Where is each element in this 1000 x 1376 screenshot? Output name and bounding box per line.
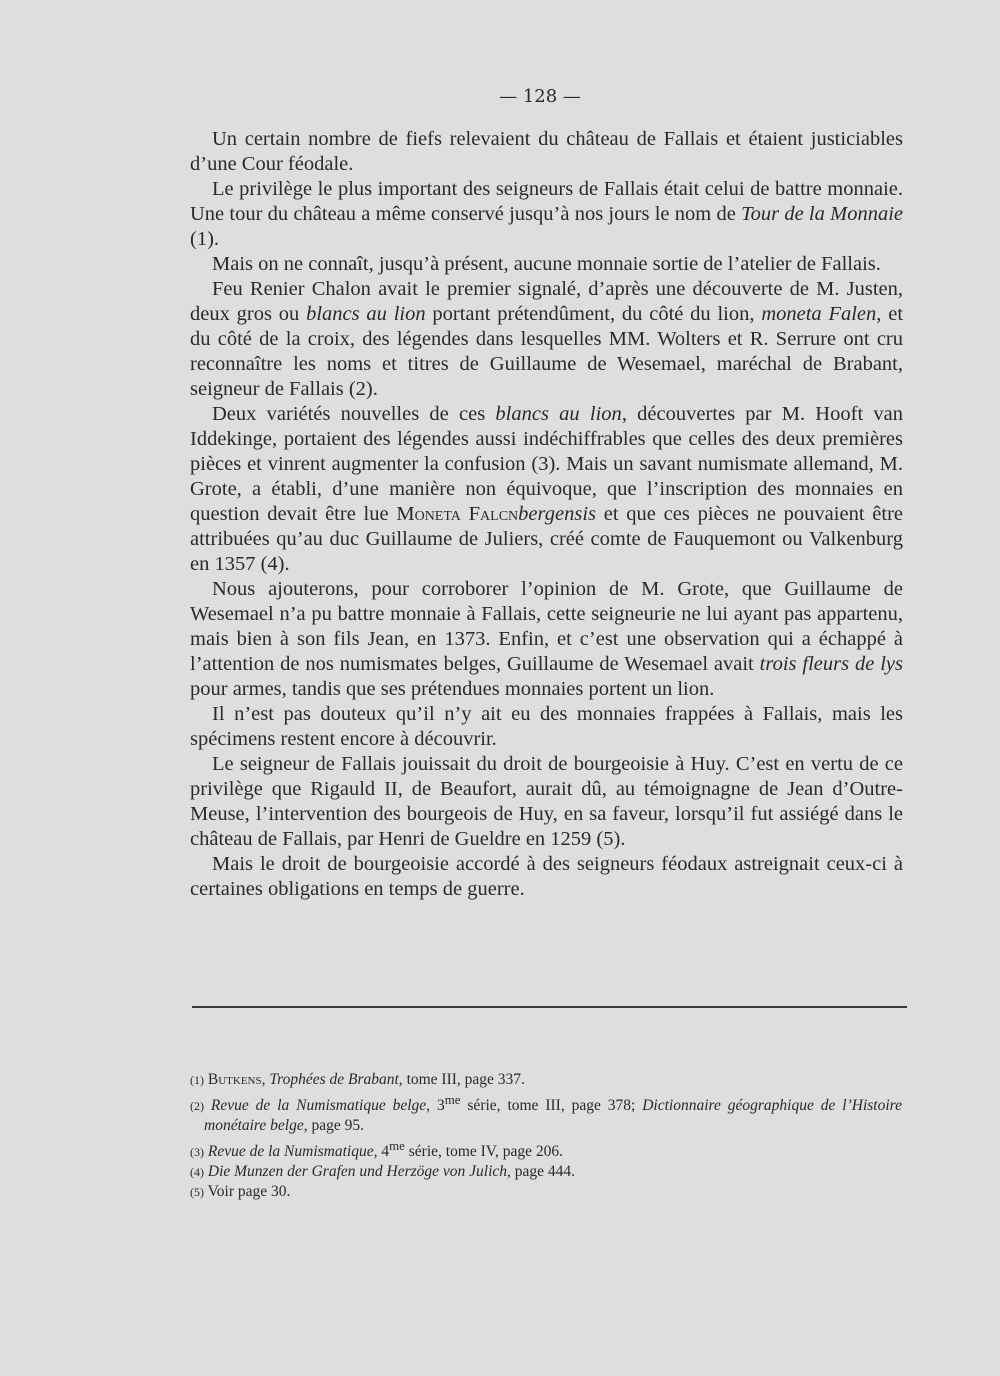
superscript: me <box>444 1092 461 1107</box>
italic-text: Die Munzen der Grafen und Herzöge von Julich, <box>207 1163 511 1181</box>
paragraph-text: Le privilège le plus important des seigneurs de Fallais était celui de battre monnaie. Une tour du château a même conservé jusqu’à nos jours le nom de <box>190 178 903 225</box>
footnote <box>190 1136 902 1162</box>
footnote <box>190 1090 902 1136</box>
paragraph-text: , découvertes par M. Hooft van Iddekinge, portaient des légendes aussi indéchiffrables que celles des deux premières pièces et vinrent augmenter la confusion (3). Mais un savant numismate allemand, M. Grote, a établi, d’une manière non équivoque, que l’inscription des monnaies en question devait être lue <box>190 403 903 525</box>
footnote-text: 4 <box>377 1143 390 1161</box>
italic-text: Tour de la Monnaie <box>741 203 903 225</box>
footnote-text: tome III, page 337. <box>402 1071 525 1088</box>
paragraph-text: Mais le droit de bourgeoisie accordé à des seigneurs féodaux astreignait ceux-ci à certaines obligations en temps de guerre. <box>190 853 903 900</box>
italic-text: Dictionnaire géographique de l’Histoire monétaire belge, <box>204 1097 903 1135</box>
footnote-marker: (3) <box>190 1145 204 1160</box>
superscript: me <box>389 1138 405 1154</box>
italic-text: bergensis <box>518 503 596 525</box>
italic-text: Trophées de Brabant, <box>269 1071 403 1088</box>
footnote-divider <box>192 1006 907 1008</box>
paragraph-text: et que ces pièces ne pouvaient être attribuées qu’au duc Guillaume de Juliers, créé comte de Fauquemont ou Valkenburg en 1357 (4). <box>190 503 903 575</box>
italic-text: Revue de la Numismatique belge, <box>210 1097 431 1115</box>
italic-text: blancs au lion <box>306 303 426 325</box>
footnote-text: Voir page 30. <box>204 1183 291 1201</box>
paragraph-text: , et du côté de la croix, des légendes dans lesquelles MM. Wolters et R. Serrure ont cru reconnaître les noms et titres de Guillaume de Wesemael, maréchal de Brabant, seigneur de Fallais (2). <box>190 303 904 400</box>
paragraph-text: Deux variétés nouvelles de ces <box>212 403 496 425</box>
paragraph <box>190 702 903 752</box>
footnote-text: , <box>261 1071 270 1088</box>
paragraph <box>190 577 903 702</box>
small-caps-text: Butkens <box>207 1071 262 1088</box>
paragraph-text: Nous ajouterons, pour corroborer l’opinion de M. Grote, que Guillaume de Wesemael n’a pu battre monnaie à Fallais, cette seigneurie ne lui ayant pas appartenu, mais bien à son fils Jean, en 1373. Enfin, et c’est une observation qui a échappé à l’attention de nos numismates belges, Guillaume de Wesemael avait <box>190 578 903 675</box>
footnote-marker: (1) <box>190 1073 204 1087</box>
italic-text: Revue de la Numismatique, <box>207 1143 378 1161</box>
paragraph-text: Un certain nombre de fiefs relevaient du château de Fallais et étaient justiciables d’une Cour féodale. <box>190 128 903 175</box>
paragraph <box>190 277 903 402</box>
italic-text: moneta Falen <box>761 303 877 325</box>
paragraph <box>190 177 903 252</box>
paragraph-text: Mais on ne connaît, jusqu’à présent, aucune monnaie sortie de l’atelier de Fallais. <box>212 253 881 275</box>
page-number: — 128 — <box>499 86 581 107</box>
footnote <box>190 1162 902 1182</box>
paragraph-text: pour armes, tandis que ses prétendues monnaies portent un lion. <box>190 678 715 700</box>
small-caps-text: Moneta Falcn <box>396 503 519 525</box>
paragraph-text: Feu Renier Chalon avait le premier signalé, d’après une découverte de M. Justen, deux gros ou <box>190 278 903 325</box>
footnote-text: série, tome III, page 378; <box>460 1097 643 1115</box>
paragraph-text: portant prétendûment, du côté du lion, <box>425 303 762 325</box>
footnote-text: page 444. <box>510 1163 576 1181</box>
paragraph <box>190 852 903 902</box>
footnote <box>190 1070 902 1090</box>
footnote-text: 3 <box>430 1097 445 1115</box>
footnote-text: page 95. <box>307 1117 364 1135</box>
italic-text: blancs au lion <box>495 403 622 425</box>
paragraph-text: Le seigneur de Fallais jouissait du droit de bourgeoisie à Huy. C’est en vertu de ce privilège que Rigauld II, de Beaufort, aurait dû, au témoignagne de Jean d’Outre-Meuse, l’intervention des bourgeois de Huy, en sa faveur, lorsqu’il fut assiégé dans le château de Fallais, par Henri de Gueldre en 1259 (5). <box>190 753 903 850</box>
paragraph-text: Il n’est pas douteux qu’il n’y ait eu des monnaies frappées à Fallais, mais les spécimens restent encore à découvrir. <box>190 703 903 750</box>
italic-text: trois fleurs de lys <box>759 653 903 675</box>
footnote-marker: (4) <box>190 1165 204 1180</box>
footnote-text: série, tome IV, page 206. <box>404 1143 564 1161</box>
paragraph <box>190 402 903 577</box>
paragraph <box>190 752 903 852</box>
footnote-marker: (2) <box>190 1099 204 1114</box>
paragraph <box>190 127 903 177</box>
paragraph <box>190 252 903 277</box>
body-text <box>190 127 903 902</box>
footnote-marker: (5) <box>190 1185 204 1200</box>
footnote <box>190 1182 902 1202</box>
footnotes <box>190 1070 902 1202</box>
paragraph-text: (1). <box>190 228 220 250</box>
